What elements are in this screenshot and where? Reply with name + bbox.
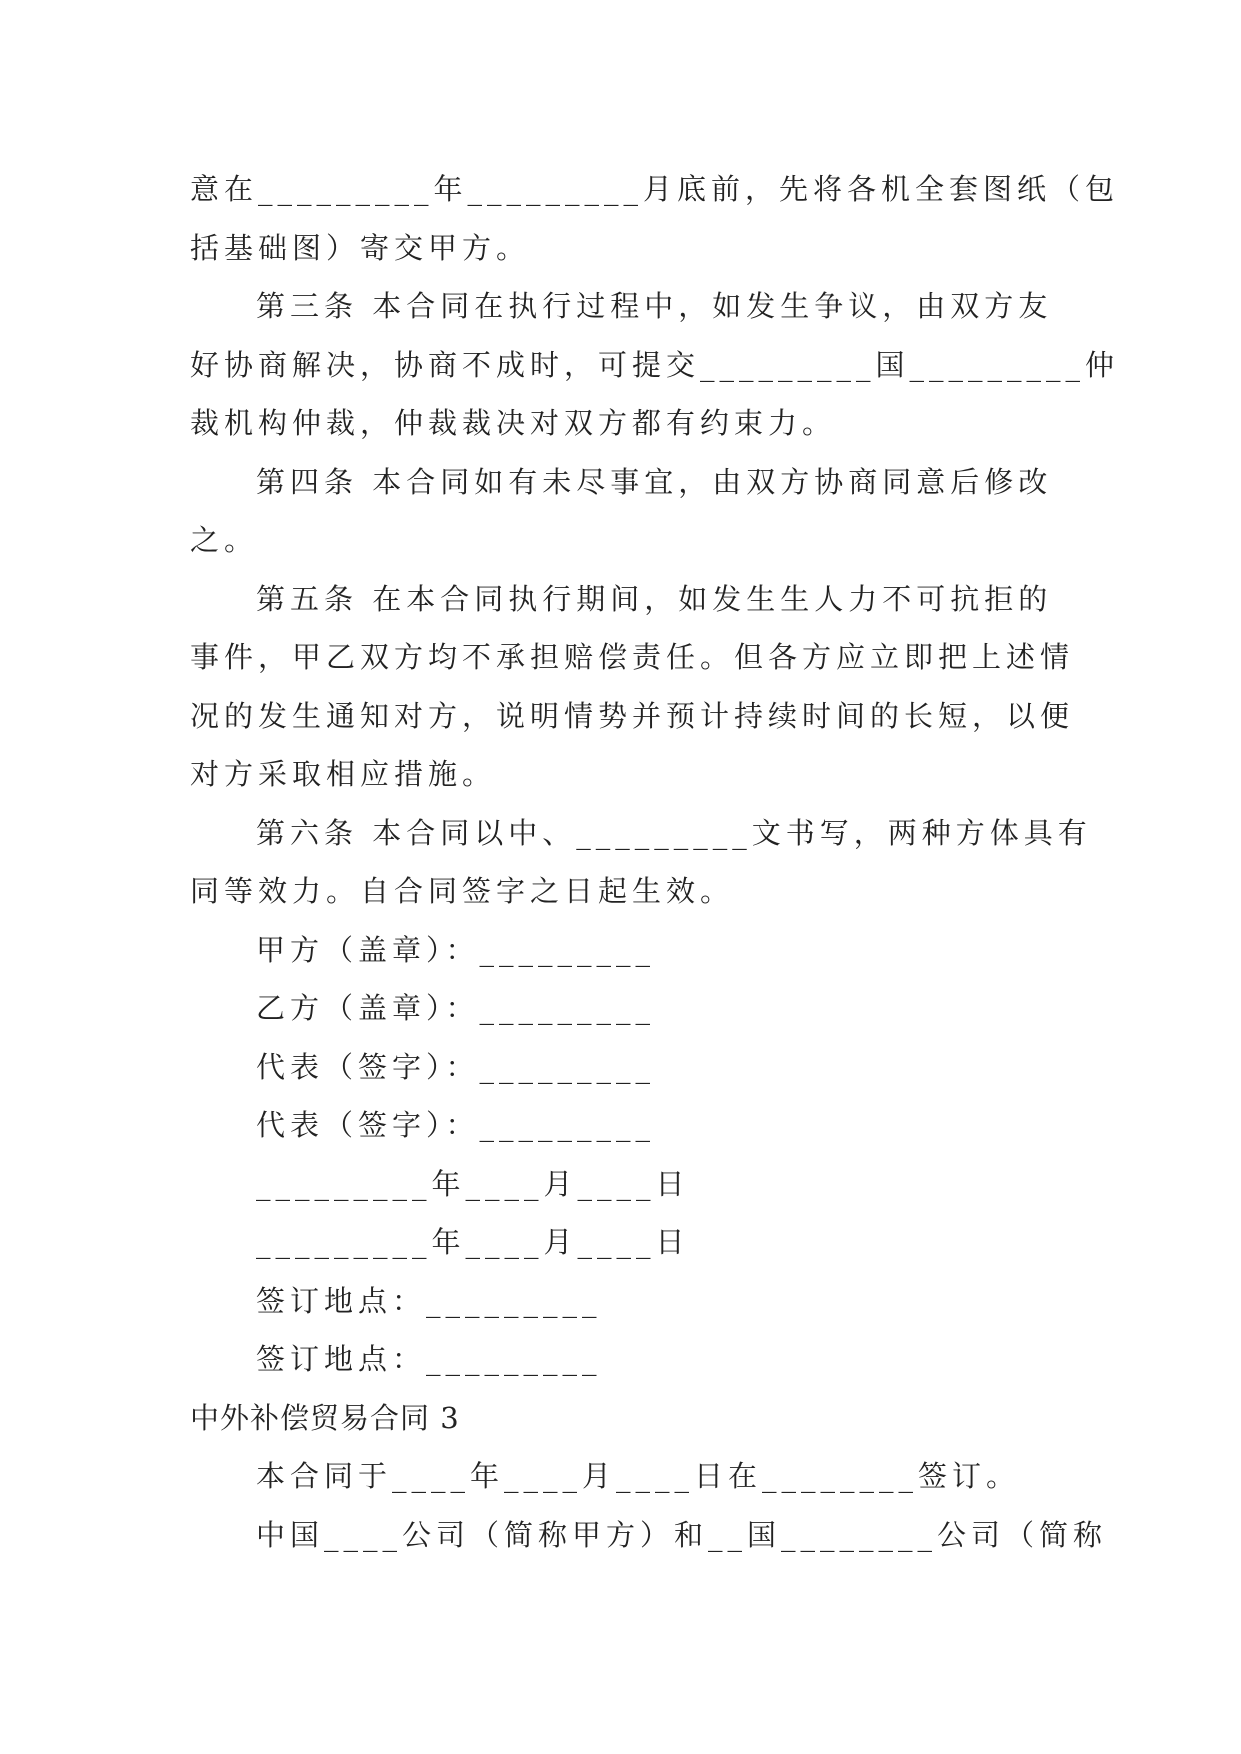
document-line: 第四条 本合同如有未尽事宜，由双方协商同意后修改 xyxy=(256,464,1053,499)
document-line: 对方采取相应措施。 xyxy=(190,757,497,791)
document-line: 代表（签字）：_________ xyxy=(256,1108,656,1142)
section-heading: 中外补偿贸易合同 3 xyxy=(190,1400,460,1435)
document-line: 好协商解决，协商不成时，可提交_________国_________仲 xyxy=(190,347,1120,382)
document-line: 签订地点：_________ xyxy=(256,1342,602,1376)
document-line: 本合同于____年____月____日在________签订。 xyxy=(256,1459,1021,1493)
document-line: 况的发生通知对方，说明情势并预计持续时间的长短，以便 xyxy=(190,698,1075,733)
document-line: 乙方（盖章）：_________ xyxy=(256,991,656,1025)
document-page xyxy=(190,160,1120,1564)
document-line: 裁机构仲裁，仲裁裁决对双方都有约束力。 xyxy=(190,406,837,440)
document-line: 意在_________年_________月底前，先将各机全套图纸（包 xyxy=(190,172,1120,206)
document-line: 事件，甲乙双方均不承担赔偿责任。但各方应立即把上述情 xyxy=(190,640,1075,674)
document-line: 甲方（盖章）：_________ xyxy=(256,932,656,967)
document-line: 签订地点：_________ xyxy=(256,1283,602,1318)
document-line: 第五条 在本合同执行期间，如发生生人力不可抗拒的 xyxy=(256,581,1053,616)
document-line: 括基础图）寄交甲方。 xyxy=(190,230,531,265)
document-line: 代表（签字）：_________ xyxy=(256,1049,656,1084)
document-line: 第三条 本合同在执行过程中，如发生争议，由双方友 xyxy=(256,289,1053,323)
document-line: 之。 xyxy=(190,523,259,557)
document-line: _________年____月____日 xyxy=(256,1166,690,1201)
document-line: _________年____月____日 xyxy=(256,1225,690,1259)
document-line: 第六条 本合同以中、_________文书写，两种方体具有 xyxy=(256,815,1092,850)
document-line: 中国____公司（简称甲方）和__国________公司（简称 xyxy=(256,1517,1108,1552)
document-line: 同等效力。自合同签字之日起生效。 xyxy=(190,874,735,908)
